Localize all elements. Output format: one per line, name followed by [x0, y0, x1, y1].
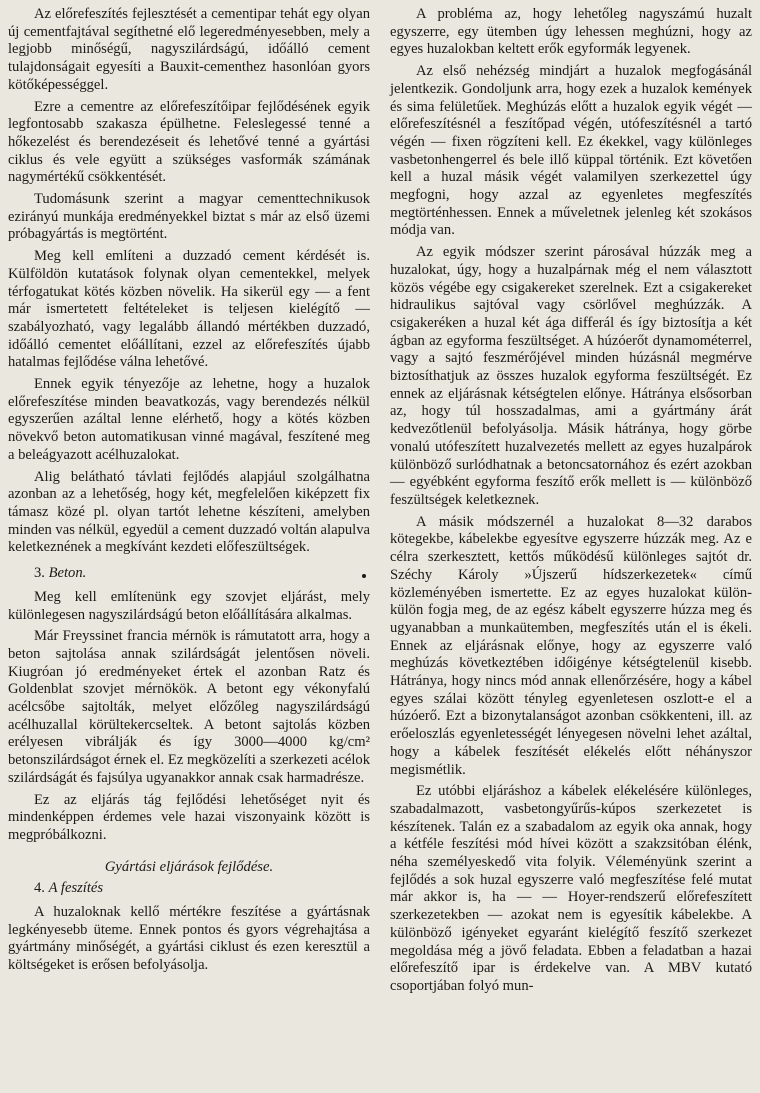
section-heading-feszites — [8, 880, 370, 898]
section-number: 3. — [34, 565, 45, 582]
paragraph: Ezre a cementre az előrefeszítőipar fejlődésének egyik legfontosabb szakasza épülhetne. Feleslegessé tenné a hőkezelést és berendezéseit és lehetővé tenné a gyártási ciklus és vele együtt a szükséges vasformák számának nagymértékű csökkentését. — [8, 98, 370, 186]
paragraph: Ez az eljárás tág fejlődési lehetőséget nyit és mindenképpen érdemes vele hazai viszonyaink között is megpróbálkozni. — [8, 791, 370, 843]
paragraph: Már Freyssinet francia mérnök is rámutatott arra, hogy a beton sajtolása annak szilárdságát jelentősen növeli. Kiugróan jó eredményeket értek el azonban Ratz és Goldenblat szovjet mérnökök. A betont egy vékonyfalú acélcsőbe sajtolták, melyet előzőleg nagyszilárdságú acélhuzallal körültekercseltek. A betont sajtolás közben erélyesen vibrálják és így 3000—4000 kg/cm² betonszilárdságot érnek el. Ez megközelíti a szerkezeti acélok szilárdságát és fajsúlya ugyanakkor annak csak harmadrésze. — [8, 628, 370, 786]
right-column — [390, 6, 752, 1000]
paragraph: Az első nehézség mindjárt a huzalok megfogásánál jelentkezik. Gondoljunk arra, hogy ezek a huzalok kemények és sima felületűek. Meghúzás előtt a huzalok egyik végét — előrefeszítésnél a feszítőpad végén, utófeszítésnél a tartó végén — fixen rögzíteni kell. Ez ékekkel, vagy különleges vasbetonhengerrel és bele illő küppal történik. Ezt követően kell a huzal másik végét valamilyen szerkezettel úgy megfogni, hogy azzal az egyenletes megfeszítés megtörténhessen. Ennek a műveletnek jelenleg két szokásos módja van. — [390, 63, 752, 239]
print-dot — [362, 574, 366, 578]
left-column — [8, 6, 370, 979]
section-number: 4. — [34, 880, 45, 897]
paragraph: Ez utóbbi eljáráshoz a kábelek elékelésére különleges, szabadalmazott, vasbetongyűrűs-kúpos szerkezetet is készítenek. Talán ez a szabadalom az egyik oka annak, hogy a kétféle feszítési mód hívei között a szakzsitóban élénk, néha személyeskedő vita folyik. Véleményünk szerint a fejlődés a sok huzal egyszerre való megfeszítése felé mutat már akkor is, ha — — Hoyer-rendszerű előrefeszített szerkezetekben — azokat nem is egyesítik kábelekbe. A különböző igényeket egyaránt kielégítő feszítő szerkezet megoldása még a jövő feladata. Ebben a feladatban a hazai előrefeszítő ipar is érdekelve van. A MBV kutató csoportjában folyó mun- — [390, 783, 752, 994]
paragraph: Ennek egyik tényezője az lehetne, hogy a huzalok előrefeszítése minden beavatkozás, vagy berendezés nélkül egyszerűen azáltal lenne elérhető, hogy a kötés közben növekvő beton automatikusan vinné magával, feszítené meg a beleágyazott acélhuzalokat. — [8, 376, 370, 463]
paragraph: A probléma az, hogy lehetőleg nagyszámú huzalt egyszerre, egy ütemben úgy lehessen meghúzni, hogy az egyes huzalokban keltett erők egyformák legyenek. — [390, 6, 752, 58]
paragraph: Meg kell említenünk egy szovjet eljárást, mely különlegesen nagyszilárdságú beton előállítására alkalmas. — [8, 588, 370, 623]
paragraph: A huzaloknak kellő mértékre feszítése a gyártásnak legkényesebb üteme. Ennek pontos és gyors végrehajtása a gyártmány minőségét, a gyártási ciklust és ezen keresztül a költségeket is erősen befolyásolja. — [8, 904, 370, 974]
paragraph: A másik módszernél a huzalokat 8—32 darabos kötegekbe, kábelekbe egyesítve egyszerre húzzák meg. Az e célra szerkesztett, kettős működésű különleges sajtót dr. Széchy Károly »Újszerű hídszerkezetek« című közleményében ismertette. Ez az egyes huzalokat külön-külön fogja meg, de az egész kábelt egyszerre húzza meg és ugyanabban a munkaütemben, megfeszítés után el is ékeli. Ennek az eljárásnak előnye, hogy az egyszerre való meghúzás következtében időigénye kétségtelenül kisebb. Hátránya, hogy nincs mód annak ellenőrzésére, hogy a kábel egyes szálai között tényleg egyenletesen oszlott-e el a húzóerő. Ezt a bizonytalanságot azonban csökkenteni, ill. az erőeloszlás egyenletességét lényegesen növelni lehet azáltal, hogy a kábelek feszítését elékelés előtt néhányszor megismétlik. — [390, 513, 752, 778]
paragraph: Az előrefeszítés fejlesztését a cementipar tehát egy olyan új cementfajtával segíthetné elő legeredményesebben, mely a legjobb minőségű, nagyszilárdságú, időálló cement tulajdonságait egyesíti a Bauxit-cementhez hasonlóan gyors kötőképességgel. — [8, 6, 370, 93]
chapter-heading-gyartas: Gyártási eljárások fejlődése. — [104, 858, 274, 875]
paragraph: Az egyik módszer szerint párosával húzzák meg a huzalokat, úgy, hogy a huzalpárnak még el nem választott közös végébe egy csigakereket szerelnek. Ezt a csigakereket hidraulikus sajtóval vagy csörlővel meghúzzák. A csigakeréken a huzal két ága differál és így biztosítja a két ágban az egyforma feszültséget. A húzóerőt dynamométerrel, vagy a sajtó feszmérőjével minden húzásnál megmérve biztosíthatjuk az összes huzalok egyforma feszültségét. Ez ennek az eljárásnak kétségtelen előnye. Hátránya elsősorban az, hogy túl hosszadalmas, ami a gyártmány árát kedvezőtlenül befolyásolja. Másik hátránya, hogy görbe vonalú utófeszített huzalvezetés mellett az egyes huzalpárok különböző surlódhatnak a betoncsatornához és ezért azokban — egyébként egyforma feszítő erők mellett is — különböző feszültségek keletkeznek. — [390, 244, 752, 508]
section-title: Beton. — [48, 565, 87, 582]
section-title: A feszítés — [48, 880, 104, 897]
paragraph: Tudomásunk szerint a magyar cementtechnikusok ezirányú munkája eredményekkel biztat s már az első üzemi próbagyártás is megtörtént. — [8, 191, 370, 243]
paragraph: Alig belátható távlati fejlődés alapjául szolgálhatna azonban az a lehetőség, hogy két, megfelelően kiképzett fix támasz közé pl. olyan tartót lehetne készíteni, amelyben minden vas nélkül, egyedül a cement duzzadó voltán alapulva keletkeznének a megkívánt kezdeti előfeszültségek. — [8, 468, 370, 556]
paragraph: Meg kell említeni a duzzadó cement kérdését is. Külföldön kutatások folynak olyan cementekkel, melyek térfogatukat kötés közben növelik. Ha sikerül egy — a fent már ismertetett feltételeket is teljesen kielégítő — szabályozható, vagy legalább állandó mértékben duzzadó, időálló cementet előállítani, ezzel az előrefeszítés újabb hatalmas fejlődése válna lehetővé. — [8, 248, 370, 371]
section-heading-beton — [8, 565, 370, 583]
